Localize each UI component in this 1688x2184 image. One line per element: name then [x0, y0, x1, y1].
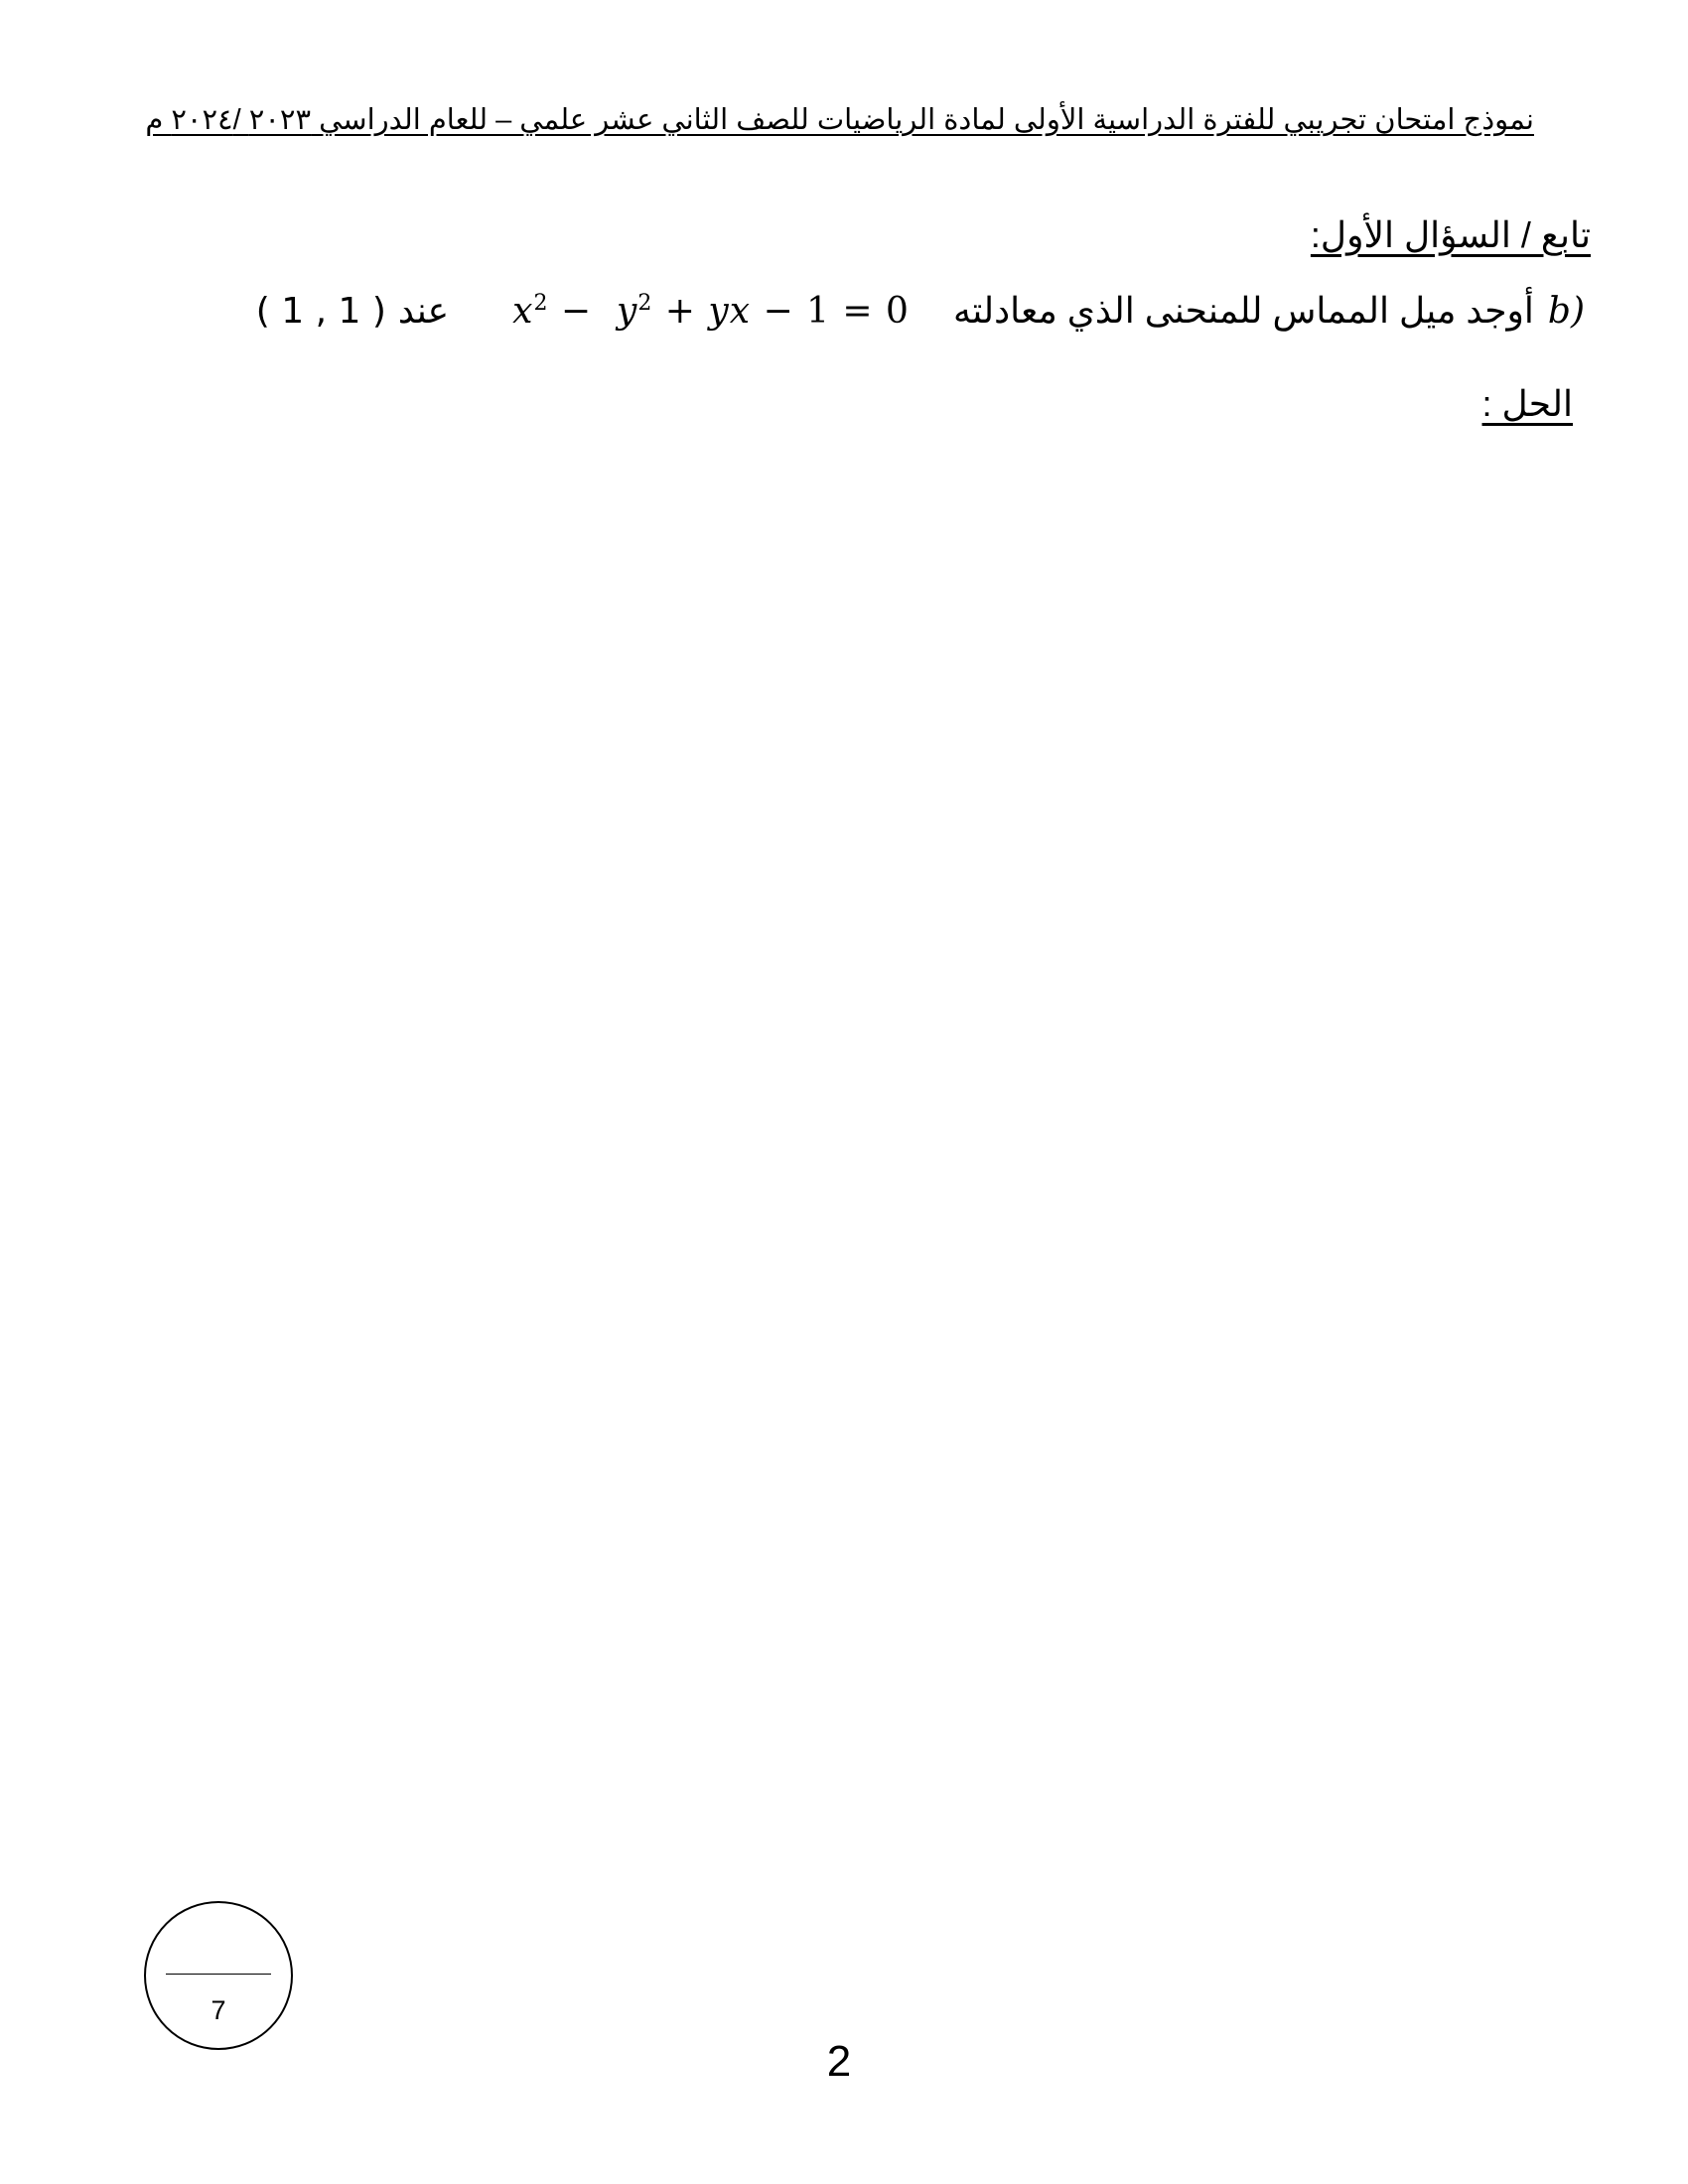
- solution-label: الحل :: [1481, 383, 1573, 424]
- score-total: 7: [211, 1995, 226, 2025]
- curve-equation: $x^2 - y^2$ + yx − 1 = 0: [512, 291, 910, 332]
- question-at-word: عند: [397, 290, 450, 331]
- question-b: [256, 290, 1585, 332]
- page-header: نموذج امتحان تجريبي للفترة الدراسية الأولى لمادة الرياضيات للصف الثاني عشر علمي – للعام الدراسي ٢٠٢٣ /٢٠٢٤ م: [145, 104, 1534, 136]
- question-point: ( 1 , 1 ): [255, 291, 386, 332]
- question-label: b): [1547, 291, 1585, 332]
- section-title: تابع / السؤال الأول:: [1310, 214, 1591, 255]
- score-divider: [166, 1974, 271, 1975]
- question-text: أوجد ميل المماس للمنحنى الذي معادلته: [952, 290, 1534, 331]
- page-number: 2: [826, 2037, 852, 2086]
- score-circle: [144, 1901, 293, 2050]
